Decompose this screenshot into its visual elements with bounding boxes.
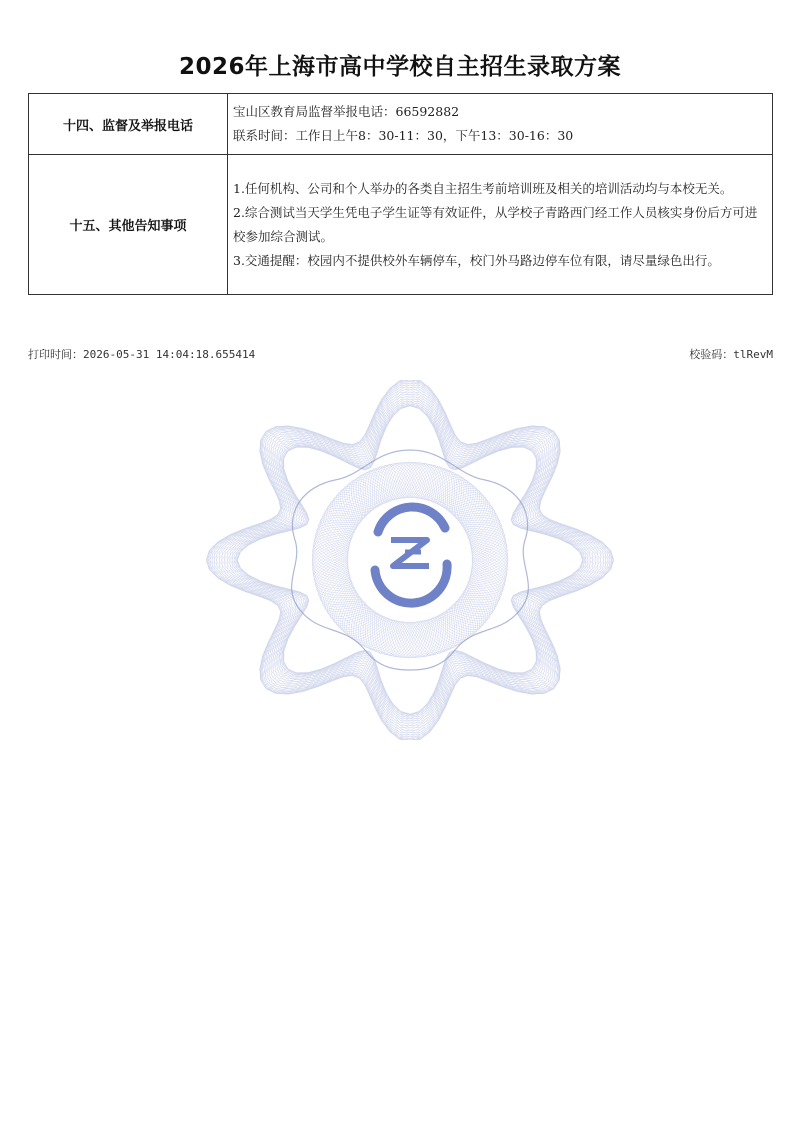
guilloche-line xyxy=(312,462,508,658)
guilloche-line xyxy=(315,465,504,654)
page-title: 2026年上海市高中学校自主招生录取方案 xyxy=(178,54,621,80)
hotline-text: 宝山区教育局监督举报电话：66592882 xyxy=(233,104,460,119)
guilloche-line xyxy=(313,463,508,658)
guilloche-line xyxy=(312,462,508,658)
guilloche-line xyxy=(312,462,507,657)
info-table xyxy=(28,93,773,295)
guilloche-line xyxy=(312,462,508,658)
table-row xyxy=(29,155,773,295)
guilloche-line xyxy=(317,467,503,653)
guilloche-line xyxy=(316,466,504,654)
guilloche-line xyxy=(319,469,501,651)
row-label-notices: 十五、其他告知事项 xyxy=(29,155,228,295)
guilloche-line xyxy=(313,463,508,658)
guilloche-line xyxy=(313,463,507,657)
table-row xyxy=(29,94,773,155)
guilloche-line xyxy=(315,465,504,654)
print-time: 打印时间：2026-05-31 14:04:18.655414 xyxy=(28,348,256,361)
contact-hours-text: 联系时间：工作日上午8：30-11：30，下午13：30-16：30 xyxy=(233,128,574,143)
guilloche-line xyxy=(313,463,507,657)
seal-emblem-icon xyxy=(375,507,447,603)
notice-item-2: 2.综合测试当天学生凭电子学生证等有效证件，从学校子青路西门经工作人员核实身份后方可进校参加综合测试。 xyxy=(233,204,758,244)
row-content-notices xyxy=(228,155,773,295)
guilloche-line xyxy=(312,462,507,657)
guilloche-seal-logo xyxy=(195,380,625,740)
verify-code: 校验码：tlRevM xyxy=(689,348,773,361)
guilloche-line xyxy=(317,467,503,653)
row-content-supervision xyxy=(228,94,773,155)
guilloche-line xyxy=(316,466,504,654)
seal-inner-ring xyxy=(292,450,529,670)
guilloche-rosette xyxy=(206,380,614,740)
row-label-supervision: 十四、监督及举报电话 xyxy=(29,94,228,155)
notice-item-3: 3.交通提醒：校园内不提供校外车辆停车，校门外马路边停车位有限，请尽量绿色出行。 xyxy=(233,252,720,268)
notice-item-1: 1.任何机构、公司和个人举办的各类自主招生考前培训班及相关的培训活动均与本校无关。 xyxy=(233,180,733,196)
